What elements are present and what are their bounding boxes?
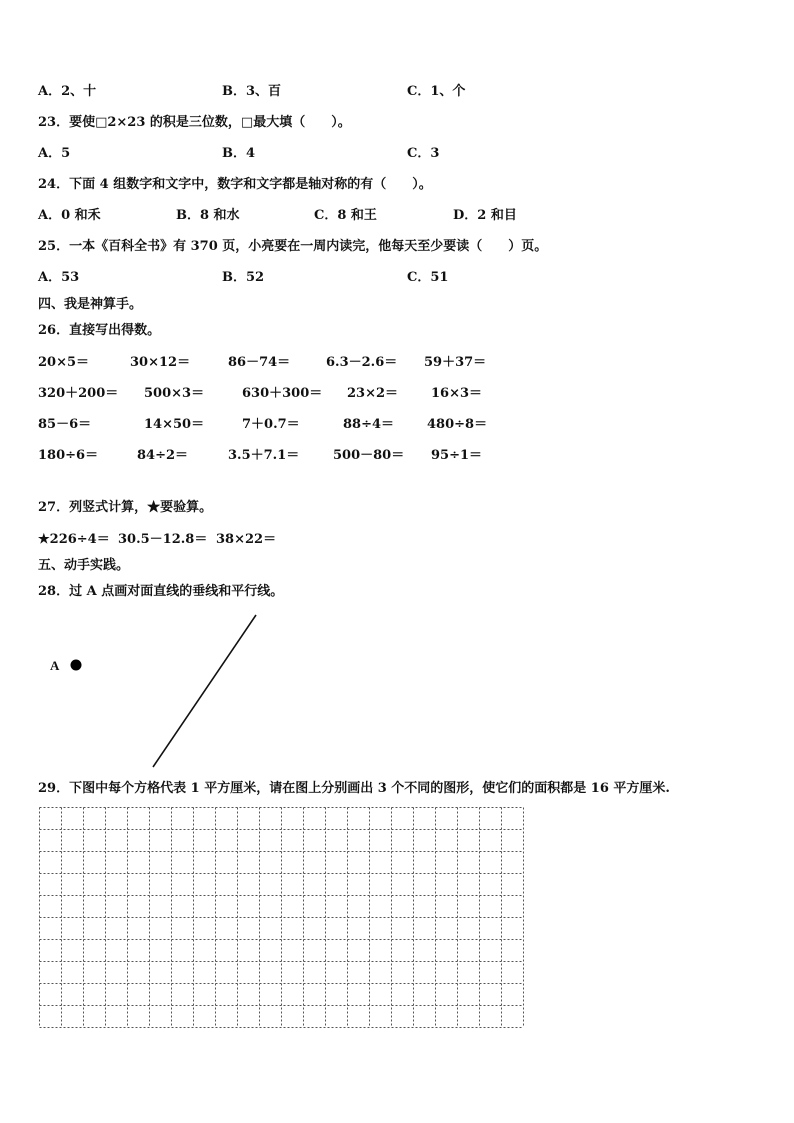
square-grid (38, 806, 528, 1030)
q26-r1-c5: 59＋37＝ (424, 355, 487, 370)
reference-line (153, 615, 256, 767)
q25-option-b: B．52 (222, 270, 265, 285)
q23-option-b: B．4 (222, 146, 256, 161)
q24-option-a: A．0 和禾 (38, 208, 101, 223)
point-a-label: A (50, 658, 60, 673)
q26-r1-c1: 20×5＝ (38, 355, 90, 370)
q26-r2-c2: 500×3＝ (144, 386, 205, 401)
q26-r2-c5: 16×3＝ (431, 386, 483, 401)
q24-option-c: C．8 和王 (314, 208, 377, 223)
q22-option-c: C．1、个 (407, 84, 466, 99)
point-a-dot (71, 660, 82, 671)
q27-item-3: 38×22＝ (216, 532, 277, 547)
q27-item-2: 30.5－12.8＝ (118, 532, 208, 547)
q27-stem: 27．列竖式计算，★要验算。 (38, 500, 213, 515)
q26-r3-c1: 85－6＝ (38, 417, 92, 432)
q26-r2-c3: 630＋300＝ (242, 386, 323, 401)
q27-item-1: ★226÷4＝ (38, 532, 110, 547)
q26-r1-c2: 30×12＝ (130, 355, 191, 370)
q26-r2-c4: 23×2＝ (347, 386, 399, 401)
q24-option-d: D．2 和目 (453, 208, 517, 223)
q26-r3-c4: 88÷4＝ (343, 417, 395, 432)
q23-stem: 23．要使□2×23 的积是三位数，□最大填（ ）。 (38, 115, 351, 130)
q23-option-a: A．5 (38, 146, 71, 161)
q26-r4-c3: 3.5＋7.1＝ (228, 448, 300, 463)
q22-option-b: B．3、百 (222, 84, 282, 99)
q26-r4-c2: 84÷2＝ (137, 448, 189, 463)
q26-r2-c1: 320＋200＝ (38, 386, 119, 401)
q26-r4-c4: 500－80＝ (333, 448, 405, 463)
q23-option-c: C．3 (407, 146, 440, 161)
q26-r1-c4: 6.3－2.6＝ (326, 355, 398, 370)
section-5-heading: 五、动手实践。 (38, 558, 130, 573)
q28-figure (40, 610, 280, 772)
q26-r4-c1: 180÷6＝ (38, 448, 99, 463)
q25-stem: 25．一本《百科全书》有 370 页，小亮要在一周内读完，他每天至少要读（ ）页。 (38, 239, 548, 254)
section-4-heading: 四、我是神算手。 (38, 297, 143, 312)
q24-option-b: B．8 和水 (176, 208, 240, 223)
q26-stem: 26．直接写出得数。 (38, 323, 161, 338)
q24-stem: 24．下面 4 组数字和文字中，数字和文字都是轴对称的有（ ）。 (38, 177, 432, 192)
q26-r3-c5: 480÷8＝ (427, 417, 488, 432)
q22-option-a: A．2、十 (38, 84, 97, 99)
q25-option-a: A．53 (38, 270, 80, 285)
q26-r1-c3: 86－74＝ (228, 355, 291, 370)
q25-option-c: C．51 (407, 270, 449, 285)
q29-stem: 29．下图中每个方格代表 1 平方厘米，请在图上分别画出 3 个不同的图形，使它们的面积都是 16 平方厘米. (38, 781, 670, 796)
q26-r4-c5: 95÷1＝ (431, 448, 483, 463)
q26-r3-c3: 7＋0.7＝ (242, 417, 300, 432)
q28-stem: 28．过 A 点画对面直线的垂线和平行线。 (38, 584, 284, 599)
q26-r3-c2: 14×50＝ (144, 417, 205, 432)
